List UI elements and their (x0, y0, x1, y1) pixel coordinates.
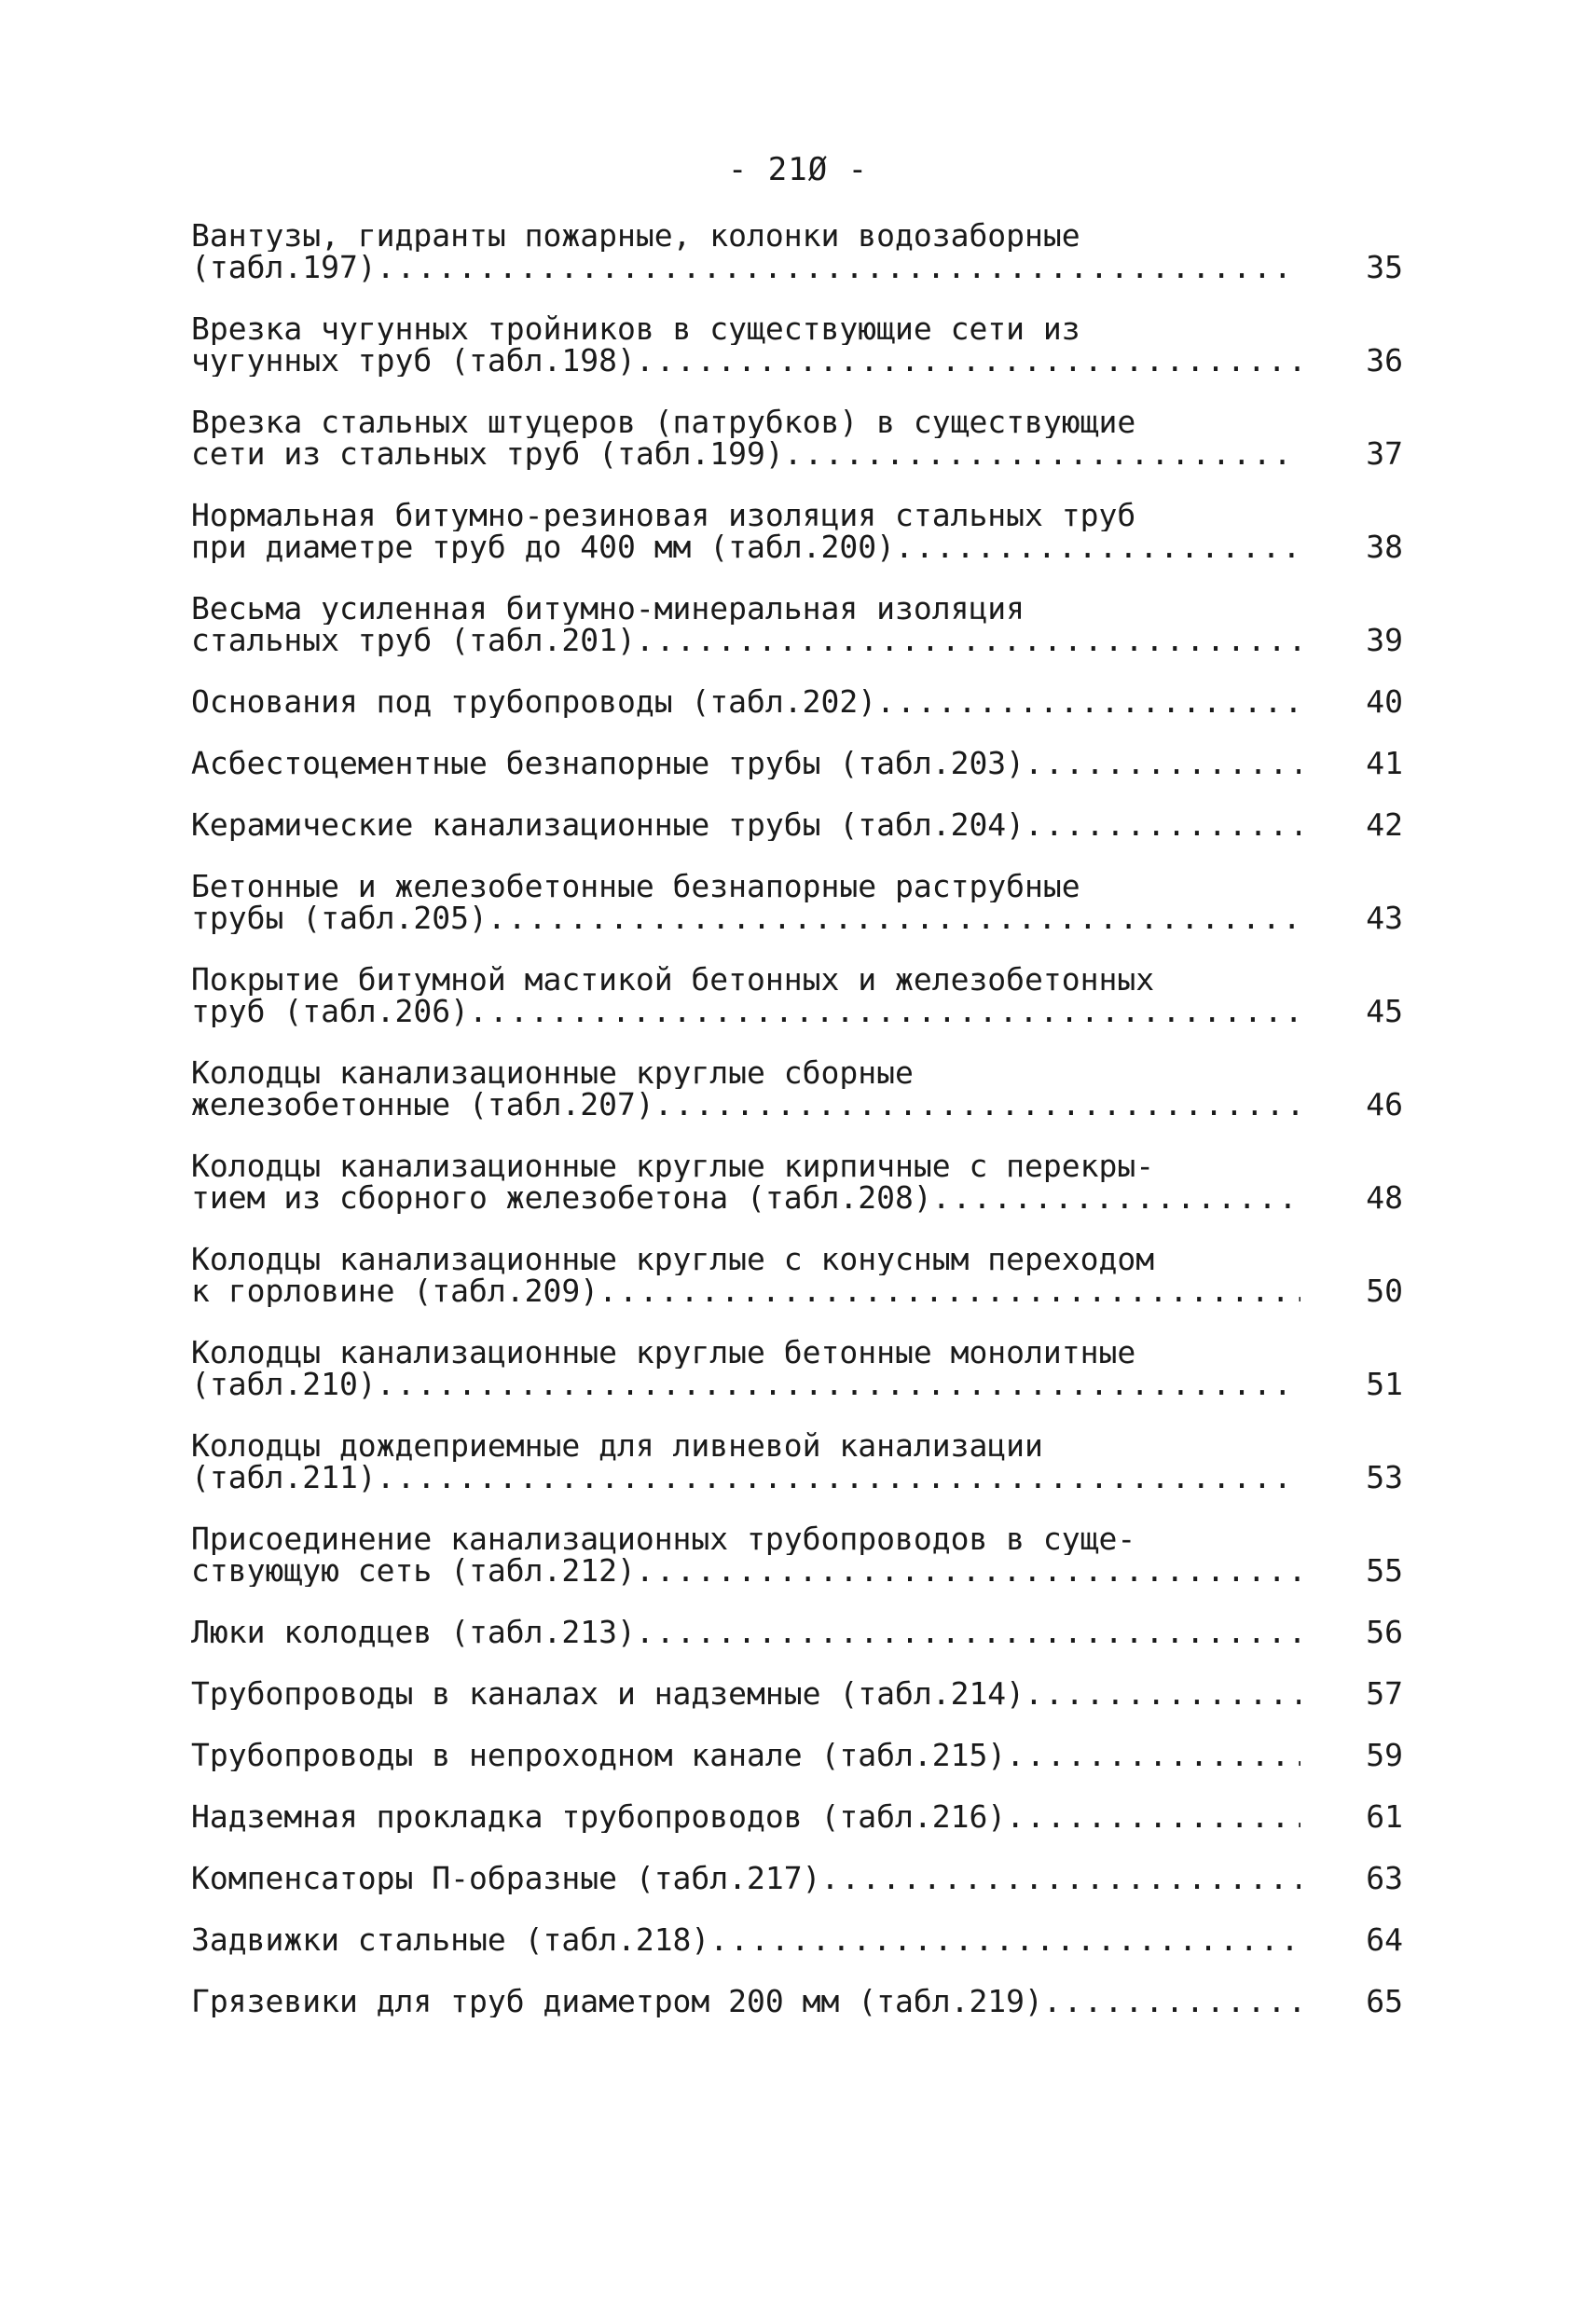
toc-entry (191, 1337, 1403, 1400)
toc-entry-last-line (191, 438, 1300, 470)
toc-entry-line: Асбестоцементные безнапорные трубы (табл.203) (191, 748, 1025, 779)
toc-entry-line: железобетонные (табл.207) (191, 1089, 654, 1121)
toc-entry-line: при диаметре труб до 400 мм (табл.200) (191, 531, 895, 563)
toc-entry-page: 46 (1366, 1086, 1403, 1122)
toc-entry-line: Врезка стальных штуцеров (патрубков) в существующие (191, 406, 1136, 438)
dot-leader (636, 625, 1300, 656)
toc-entry (191, 1057, 1403, 1121)
toc-entry (191, 871, 1403, 934)
dot-leader (1025, 1678, 1300, 1710)
toc-entry-line: (табл.197) (191, 252, 377, 283)
toc-entry-page: 35 (1366, 249, 1403, 285)
toc-entry-last-line (191, 531, 1300, 563)
toc-entry-line: стальных труб (табл.201) (191, 625, 636, 656)
dot-leader (895, 531, 1300, 563)
toc-entry-line: Компенсаторы П-образные (табл.217) (191, 1863, 821, 1894)
dot-leader (598, 1275, 1300, 1307)
toc-entry-line: (табл.211) (191, 1462, 377, 1494)
toc-entry-page: 40 (1366, 683, 1403, 720)
toc-entry-last-line (191, 252, 1300, 283)
toc-entry-last-line (191, 1863, 1300, 1894)
dot-leader (1006, 1740, 1300, 1771)
dot-leader (784, 438, 1300, 470)
toc-entry-last-line (191, 1801, 1300, 1833)
toc-entry (191, 313, 1403, 377)
toc-entry-page: 48 (1366, 1179, 1403, 1216)
toc-entry-line: Колодцы канализационные круглые сборные (191, 1057, 914, 1089)
toc-entry-line: Задвижки стальные (табл.218) (191, 1924, 710, 1956)
toc-entry-page: 55 (1366, 1552, 1403, 1589)
toc-entry-last-line (191, 686, 1300, 718)
toc-entry-line: Люки колодцев (табл.213) (191, 1617, 636, 1648)
toc-entry-last-line (191, 809, 1300, 841)
toc-entry-line: ствующую сеть (табл.212) (191, 1555, 636, 1587)
toc-entry-page: 41 (1366, 745, 1403, 781)
toc-entry-last-line (191, 996, 1300, 1027)
toc-entry-line: Колодцы дождеприемные для ливневой канализации (191, 1430, 1043, 1462)
toc-entry-last-line (191, 1617, 1300, 1648)
dot-leader (1006, 1801, 1300, 1833)
toc-entry-last-line (191, 902, 1300, 934)
dot-leader (709, 1924, 1300, 1956)
toc-entry-last-line (191, 1555, 1300, 1587)
toc-entry-page: 57 (1366, 1675, 1403, 1712)
toc-entry-last-line (191, 1369, 1300, 1400)
toc-entry (191, 1983, 1403, 2019)
toc-entry (191, 1860, 1403, 1896)
toc-entry-page: 45 (1366, 993, 1403, 1029)
toc-entry-last-line (191, 625, 1300, 656)
dot-leader (654, 1089, 1300, 1121)
toc-entry-line: сети из стальных труб (табл.199) (191, 438, 784, 470)
toc-entry (191, 1430, 1403, 1494)
toc-entry (191, 1244, 1403, 1307)
toc-entry (191, 1921, 1403, 1958)
toc-entry-line: трубы (табл.205) (191, 902, 488, 934)
toc-entry-page: 56 (1366, 1614, 1403, 1650)
dot-leader (469, 996, 1300, 1027)
toc-entry-page: 50 (1366, 1273, 1403, 1309)
toc-entry-line: Колодцы канализационные круглые кирпичные с перекры- (191, 1150, 1155, 1182)
toc-entry-line: чугунных труб (табл.198) (191, 345, 636, 377)
dot-leader (932, 1182, 1300, 1214)
toc-entry (191, 1675, 1403, 1712)
toc-entry (191, 1523, 1403, 1587)
table-of-contents (191, 220, 1403, 2047)
toc-entry-line: Нормальная битумно-резиновая изоляция стальных труб (191, 500, 1136, 531)
toc-entry-line: (табл.210) (191, 1369, 377, 1400)
toc-entry-last-line (191, 1678, 1300, 1710)
toc-entry-page: 53 (1366, 1459, 1403, 1495)
dot-leader (377, 1462, 1300, 1494)
toc-entry-last-line (191, 1089, 1300, 1121)
toc-entry-page: 64 (1366, 1921, 1403, 1958)
toc-entry-line: тием из сборного железобетона (табл.208) (191, 1182, 932, 1214)
toc-entry-last-line (191, 1986, 1300, 2017)
toc-entry-line: Надземная прокладка трубопроводов (табл.216) (191, 1801, 1007, 1833)
toc-entry-page: 51 (1366, 1366, 1403, 1402)
toc-entry-line: Трубопроводы в каналах и надземные (табл.214) (191, 1678, 1025, 1710)
toc-entry (191, 500, 1403, 563)
toc-entry (191, 683, 1403, 720)
toc-entry-line: Бетонные и железобетонные безнапорные раструбные (191, 871, 1080, 902)
toc-entry-last-line (191, 345, 1300, 377)
toc-entry-last-line (191, 1275, 1300, 1307)
toc-entry-page: 59 (1366, 1737, 1403, 1773)
toc-entry-last-line (191, 1462, 1300, 1494)
toc-entry-line: Трубопроводы в непроходном канале (табл.215) (191, 1740, 1007, 1771)
toc-entry-line: Врезка чугунных тройников в существующие сети из (191, 313, 1080, 345)
toc-entry (191, 406, 1403, 470)
toc-entry (191, 1737, 1403, 1773)
dot-leader (636, 1617, 1300, 1648)
toc-entry (191, 1614, 1403, 1650)
dot-leader (821, 1863, 1300, 1894)
toc-entry-line: Колодцы канализационные круглые бетонные монолитные (191, 1337, 1136, 1369)
toc-entry-page: 61 (1366, 1798, 1403, 1835)
toc-entry (191, 745, 1403, 781)
dot-leader (377, 252, 1300, 283)
toc-entry-page: 36 (1366, 342, 1403, 379)
toc-entry-line: Весьма усиленная битумно-минеральная изоляция (191, 593, 1025, 625)
page-number: - 21Ø - (727, 151, 869, 188)
toc-entry-page: 42 (1366, 806, 1403, 843)
toc-entry-line: Колодцы канализационные круглые с конусным переходом (191, 1244, 1155, 1275)
dot-leader (876, 686, 1300, 718)
toc-entry-line: Основания под трубопроводы (табл.202) (191, 686, 877, 718)
dot-leader (1025, 809, 1300, 841)
toc-entry-line: Вантузы, гидранты пожарные, колонки водозаборные (191, 220, 1080, 252)
toc-entry-line: Грязевики для труб диаметром 200 мм (табл.219) (191, 1986, 1043, 2017)
toc-entry-line: Покрытие битумной мастикой бетонных и железобетонных (191, 964, 1155, 996)
toc-entry (191, 220, 1403, 283)
toc-entry-line: Присоединение канализационных трубопроводов в суще- (191, 1523, 1136, 1555)
toc-entry-page: 38 (1366, 529, 1403, 565)
toc-entry-last-line (191, 1182, 1300, 1214)
toc-entry-page: 63 (1366, 1860, 1403, 1896)
toc-entry (191, 1798, 1403, 1835)
toc-entry-page: 65 (1366, 1983, 1403, 2019)
toc-entry-line: труб (табл.206) (191, 996, 470, 1027)
toc-entry-line: к горловине (табл.209) (191, 1275, 599, 1307)
toc-entry-line: Керамические канализационные трубы (табл.204) (191, 809, 1025, 841)
toc-entry (191, 964, 1403, 1027)
dot-leader (636, 1555, 1300, 1587)
toc-entry-last-line (191, 1924, 1300, 1956)
toc-entry-last-line (191, 1740, 1300, 1771)
toc-entry-page: 39 (1366, 622, 1403, 658)
toc-entry-page: 43 (1366, 900, 1403, 936)
toc-entry (191, 806, 1403, 843)
dot-leader (488, 902, 1300, 934)
dot-leader (377, 1369, 1300, 1400)
toc-entry-last-line (191, 748, 1300, 779)
dot-leader (636, 345, 1300, 377)
toc-entry (191, 593, 1403, 656)
toc-entry-page: 37 (1366, 435, 1403, 472)
toc-entry (191, 1150, 1403, 1214)
dot-leader (1025, 748, 1300, 779)
dot-leader (1043, 1986, 1300, 2017)
